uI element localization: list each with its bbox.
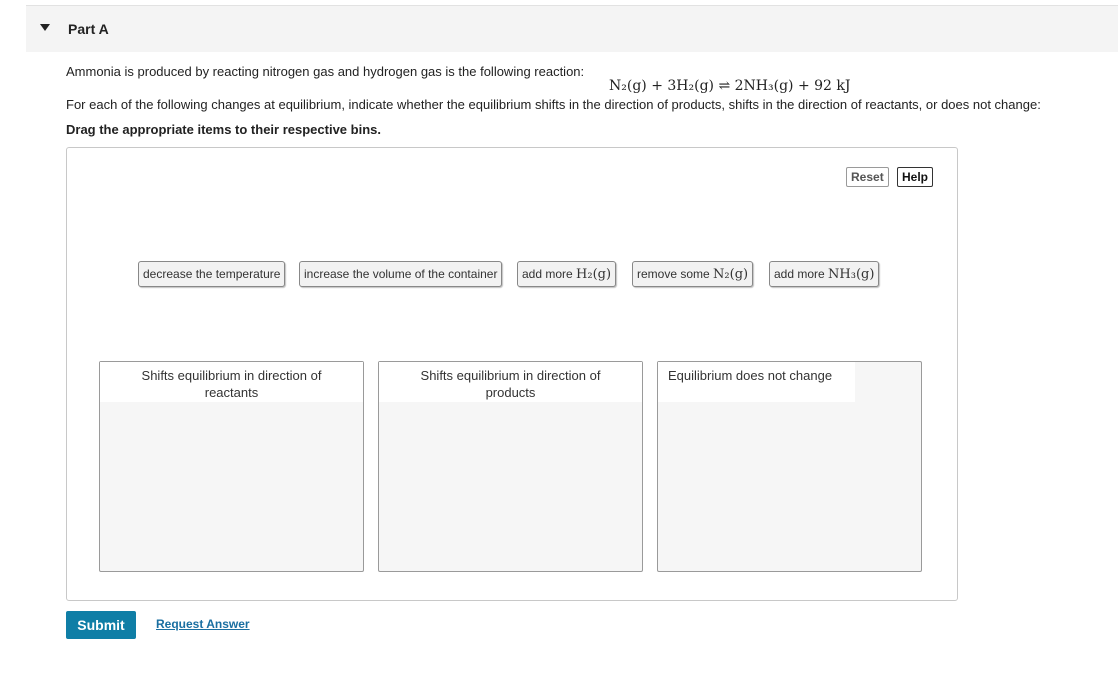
drag-item-increase-volume[interactable] [299,261,502,287]
problem-intro: Ammonia is produced by reacting nitrogen gas and hydrogen gas is the following reaction: [66,64,585,79]
collapse-triangle-icon[interactable] [40,24,50,31]
drag-item-formula: NH₃(g) [828,267,875,282]
drag-item-decrease-temperature[interactable] [138,261,285,287]
bin-label: Shifts equilibrium in direction of reactants [100,362,363,402]
part-title: Part A [68,21,109,37]
bin-reactants[interactable] [99,361,364,572]
drag-item-label: increase the volume of the container [304,267,498,281]
drag-item-add-nh3[interactable] [769,261,879,287]
drag-instruction: Drag the appropriate items to their respective bins. [66,122,381,137]
drag-item-add-h2[interactable] [517,261,616,287]
reset-button[interactable]: Reset [846,167,889,187]
drag-item-label: add more [774,267,829,281]
drag-item-remove-n2[interactable] [632,261,753,287]
drag-item-label: decrease the temperature [143,267,281,281]
bin-products[interactable] [378,361,643,572]
bin-label: Equilibrium does not change [658,362,855,402]
reaction-equation: N₂(g) + 3H₂(g) ⇌ 2NH₃(g) + 92 kJ [609,78,851,94]
drag-item-label: add more [522,267,577,281]
drag-item-formula: N₂(g) [713,267,749,282]
bin-no-change[interactable] [657,361,922,572]
submit-button[interactable]: Submit [66,611,136,639]
problem-question: For each of the following changes at equilibrium, indicate whether the equilibrium shifts in the direction of products, shifts in the direction of reactants, or does not change: [66,97,1041,112]
help-button[interactable]: Help [897,167,933,187]
bin-label: Shifts equilibrium in direction of products [379,362,642,402]
drag-item-formula: H₂(g) [576,267,612,282]
drag-drop-panel [66,147,958,601]
request-answer-link[interactable]: Request Answer [156,617,250,631]
part-header[interactable] [26,6,1118,52]
drag-item-label: remove some [637,267,714,281]
